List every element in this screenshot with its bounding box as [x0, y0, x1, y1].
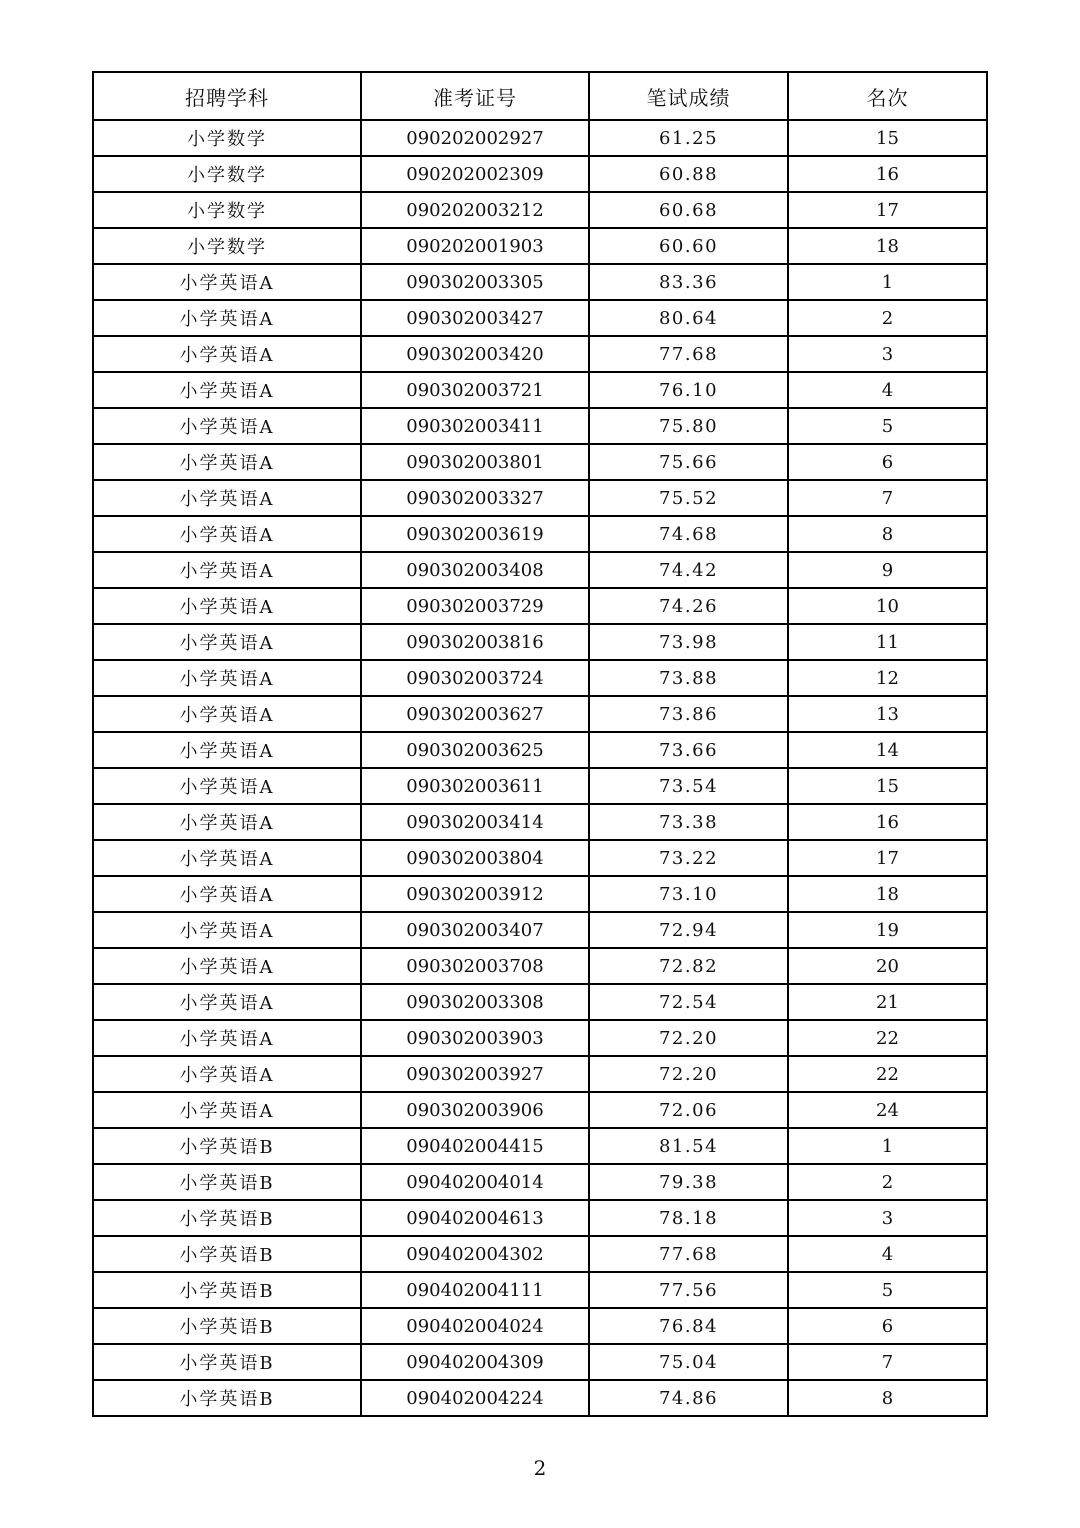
cell-subject: 小学英语A	[93, 912, 361, 948]
cell-rank: 7	[788, 1344, 987, 1380]
cell-exam-number: 090302003721	[361, 372, 589, 408]
cell-rank: 24	[788, 1092, 987, 1128]
table-row	[93, 1020, 987, 1056]
table-row	[93, 336, 987, 372]
table-row	[93, 804, 987, 840]
cell-subject: 小学英语A	[93, 660, 361, 696]
cell-score: 81.54	[589, 1128, 788, 1164]
cell-exam-number: 090302003903	[361, 1020, 589, 1056]
cell-subject: 小学英语A	[93, 804, 361, 840]
table-row	[93, 696, 987, 732]
cell-subject: 小学英语A	[93, 264, 361, 300]
cell-exam-number: 090302003619	[361, 516, 589, 552]
cell-exam-number: 090302003708	[361, 948, 589, 984]
cell-rank: 6	[788, 1308, 987, 1344]
table-row	[93, 1380, 987, 1416]
cell-rank: 1	[788, 1128, 987, 1164]
cell-rank: 1	[788, 264, 987, 300]
table-row	[93, 1128, 987, 1164]
cell-subject: 小学数学	[93, 120, 361, 156]
cell-exam-number: 090302003407	[361, 912, 589, 948]
table-row	[93, 264, 987, 300]
cell-score: 74.42	[589, 552, 788, 588]
cell-subject: 小学英语A	[93, 732, 361, 768]
cell-exam-number: 090302003327	[361, 480, 589, 516]
cell-subject: 小学英语A	[93, 444, 361, 480]
table-row	[93, 408, 987, 444]
cell-subject: 小学英语B	[93, 1308, 361, 1344]
cell-score: 80.64	[589, 300, 788, 336]
table-row	[93, 984, 987, 1020]
cell-rank: 15	[788, 768, 987, 804]
cell-exam-number: 090302003804	[361, 840, 589, 876]
table-row	[93, 1308, 987, 1344]
cell-score: 83.36	[589, 264, 788, 300]
table-row	[93, 1092, 987, 1128]
cell-rank: 15	[788, 120, 987, 156]
page-number: 2	[533, 1456, 547, 1480]
cell-rank: 3	[788, 1200, 987, 1236]
table-row	[93, 840, 987, 876]
cell-subject: 小学英语A	[93, 1056, 361, 1092]
cell-rank: 5	[788, 1272, 987, 1308]
cell-score: 76.84	[589, 1308, 788, 1344]
cell-rank: 9	[788, 552, 987, 588]
cell-score: 73.38	[589, 804, 788, 840]
cell-score: 72.54	[589, 984, 788, 1020]
table-row	[93, 912, 987, 948]
cell-subject: 小学英语B	[93, 1236, 361, 1272]
cell-exam-number: 090202002309	[361, 156, 589, 192]
cell-subject: 小学英语A	[93, 1092, 361, 1128]
table-row	[93, 732, 987, 768]
cell-score: 75.04	[589, 1344, 788, 1380]
table-row	[93, 768, 987, 804]
cell-score: 77.56	[589, 1272, 788, 1308]
table-row	[93, 948, 987, 984]
cell-exam-number: 090302003305	[361, 264, 589, 300]
cell-score: 73.86	[589, 696, 788, 732]
cell-exam-number: 090302003724	[361, 660, 589, 696]
cell-exam-number: 090302003927	[361, 1056, 589, 1092]
cell-rank: 8	[788, 1380, 987, 1416]
table-row	[93, 300, 987, 336]
table-row	[93, 228, 987, 264]
cell-subject: 小学英语B	[93, 1200, 361, 1236]
cell-rank: 4	[788, 372, 987, 408]
cell-rank: 17	[788, 192, 987, 228]
cell-subject: 小学英语A	[93, 624, 361, 660]
table-body	[93, 120, 987, 1416]
table-row	[93, 1236, 987, 1272]
cell-score: 72.20	[589, 1056, 788, 1092]
cell-exam-number: 090402004309	[361, 1344, 589, 1380]
cell-subject: 小学数学	[93, 156, 361, 192]
cell-exam-number: 090302003801	[361, 444, 589, 480]
cell-exam-number: 090402004024	[361, 1308, 589, 1344]
cell-rank: 2	[788, 300, 987, 336]
cell-score: 73.22	[589, 840, 788, 876]
table-row	[93, 1056, 987, 1092]
cell-rank: 12	[788, 660, 987, 696]
cell-exam-number: 090302003729	[361, 588, 589, 624]
cell-rank: 3	[788, 336, 987, 372]
cell-exam-number: 090302003912	[361, 876, 589, 912]
cell-exam-number: 090402004111	[361, 1272, 589, 1308]
cell-score: 61.25	[589, 120, 788, 156]
cell-subject: 小学英语A	[93, 300, 361, 336]
score-table	[92, 71, 988, 1417]
cell-score: 73.98	[589, 624, 788, 660]
cell-subject: 小学英语A	[93, 480, 361, 516]
cell-subject: 小学英语A	[93, 948, 361, 984]
cell-score: 72.94	[589, 912, 788, 948]
cell-score: 72.06	[589, 1092, 788, 1128]
cell-rank: 19	[788, 912, 987, 948]
cell-rank: 2	[788, 1164, 987, 1200]
cell-subject: 小学英语B	[93, 1380, 361, 1416]
cell-rank: 22	[788, 1056, 987, 1092]
header-exam-number: 准考证号	[361, 72, 589, 120]
cell-score: 73.88	[589, 660, 788, 696]
table-row	[93, 876, 987, 912]
cell-subject: 小学英语A	[93, 1020, 361, 1056]
cell-rank: 18	[788, 228, 987, 264]
cell-exam-number: 090402004415	[361, 1128, 589, 1164]
cell-exam-number: 090202003212	[361, 192, 589, 228]
cell-score: 77.68	[589, 336, 788, 372]
cell-subject: 小学英语A	[93, 516, 361, 552]
table-row	[93, 1272, 987, 1308]
cell-rank: 6	[788, 444, 987, 480]
cell-exam-number: 090302003816	[361, 624, 589, 660]
cell-rank: 22	[788, 1020, 987, 1056]
cell-exam-number: 090402004014	[361, 1164, 589, 1200]
cell-subject: 小学英语A	[93, 336, 361, 372]
table-header-row	[93, 72, 987, 120]
cell-score: 60.88	[589, 156, 788, 192]
cell-score: 78.18	[589, 1200, 788, 1236]
table-row	[93, 1164, 987, 1200]
table-row	[93, 480, 987, 516]
cell-score: 73.54	[589, 768, 788, 804]
cell-rank: 20	[788, 948, 987, 984]
cell-score: 73.66	[589, 732, 788, 768]
table-row	[93, 516, 987, 552]
cell-subject: 小学英语A	[93, 768, 361, 804]
cell-score: 75.66	[589, 444, 788, 480]
table-row	[93, 444, 987, 480]
cell-score: 76.10	[589, 372, 788, 408]
cell-subject: 小学数学	[93, 192, 361, 228]
cell-subject: 小学英语A	[93, 984, 361, 1020]
cell-score: 74.68	[589, 516, 788, 552]
table-row	[93, 552, 987, 588]
table-row	[93, 1200, 987, 1236]
cell-exam-number: 090202001903	[361, 228, 589, 264]
table-row	[93, 192, 987, 228]
header-score: 笔试成绩	[589, 72, 788, 120]
cell-rank: 5	[788, 408, 987, 444]
table-row	[93, 1344, 987, 1380]
cell-subject: 小学英语A	[93, 840, 361, 876]
cell-rank: 13	[788, 696, 987, 732]
cell-subject: 小学英语B	[93, 1344, 361, 1380]
cell-exam-number: 090202002927	[361, 120, 589, 156]
cell-subject: 小学数学	[93, 228, 361, 264]
table-row	[93, 588, 987, 624]
cell-rank: 11	[788, 624, 987, 660]
cell-score: 74.26	[589, 588, 788, 624]
cell-subject: 小学英语A	[93, 552, 361, 588]
cell-subject: 小学英语A	[93, 408, 361, 444]
cell-score: 60.68	[589, 192, 788, 228]
cell-score: 60.60	[589, 228, 788, 264]
cell-subject: 小学英语A	[93, 588, 361, 624]
cell-exam-number: 090402004224	[361, 1380, 589, 1416]
cell-score: 72.20	[589, 1020, 788, 1056]
cell-subject: 小学英语B	[93, 1164, 361, 1200]
table-row	[93, 372, 987, 408]
cell-exam-number: 090302003408	[361, 552, 589, 588]
cell-rank: 4	[788, 1236, 987, 1272]
cell-score: 79.38	[589, 1164, 788, 1200]
cell-score: 77.68	[589, 1236, 788, 1272]
cell-score: 74.86	[589, 1380, 788, 1416]
header-rank: 名次	[788, 72, 987, 120]
cell-rank: 7	[788, 480, 987, 516]
cell-rank: 10	[788, 588, 987, 624]
table-row	[93, 156, 987, 192]
table-row	[93, 624, 987, 660]
cell-rank: 18	[788, 876, 987, 912]
cell-rank: 8	[788, 516, 987, 552]
cell-rank: 14	[788, 732, 987, 768]
cell-subject: 小学英语A	[93, 372, 361, 408]
cell-subject: 小学英语A	[93, 876, 361, 912]
cell-score: 75.80	[589, 408, 788, 444]
cell-exam-number: 090302003308	[361, 984, 589, 1020]
cell-rank: 16	[788, 156, 987, 192]
cell-rank: 16	[788, 804, 987, 840]
cell-score: 75.52	[589, 480, 788, 516]
cell-rank: 17	[788, 840, 987, 876]
cell-subject: 小学英语A	[93, 696, 361, 732]
cell-exam-number: 090302003611	[361, 768, 589, 804]
cell-exam-number: 090402004302	[361, 1236, 589, 1272]
cell-exam-number: 090302003427	[361, 300, 589, 336]
header-subject: 招聘学科	[93, 72, 361, 120]
table-row	[93, 120, 987, 156]
cell-exam-number: 090302003411	[361, 408, 589, 444]
cell-subject: 小学英语B	[93, 1128, 361, 1164]
cell-exam-number: 090302003414	[361, 804, 589, 840]
cell-score: 72.82	[589, 948, 788, 984]
cell-exam-number: 090402004613	[361, 1200, 589, 1236]
table-row	[93, 660, 987, 696]
cell-subject: 小学英语B	[93, 1272, 361, 1308]
cell-score: 73.10	[589, 876, 788, 912]
cell-exam-number: 090302003627	[361, 696, 589, 732]
cell-exam-number: 090302003420	[361, 336, 589, 372]
cell-exam-number: 090302003906	[361, 1092, 589, 1128]
cell-exam-number: 090302003625	[361, 732, 589, 768]
cell-rank: 21	[788, 984, 987, 1020]
